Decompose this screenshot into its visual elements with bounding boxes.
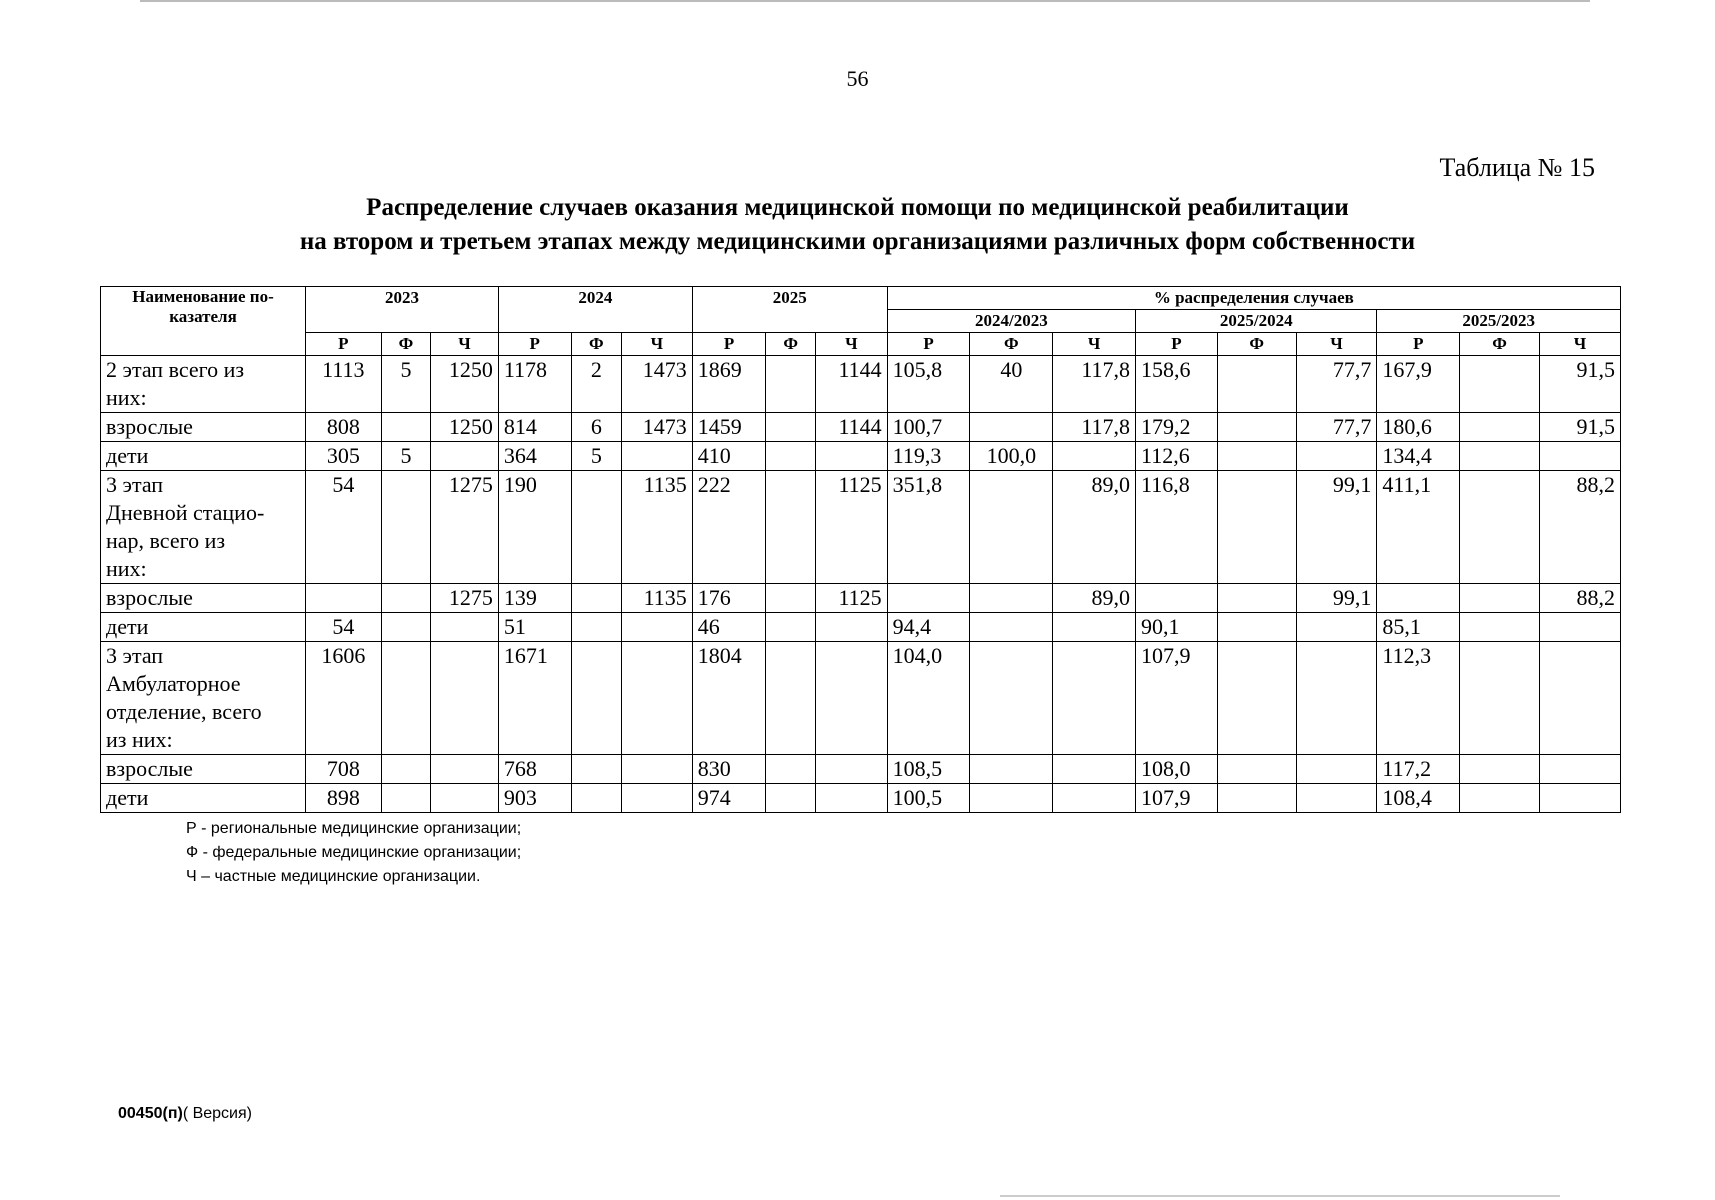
header-percent-distribution: % распределения случаев — [887, 287, 1620, 310]
sub-header-cell: Ф — [1460, 333, 1540, 356]
table-row — [101, 613, 1621, 642]
table-cell: 364 — [498, 442, 571, 471]
distribution-table — [100, 286, 1621, 813]
sub-header-cell: Р — [306, 333, 382, 356]
table-cell — [1053, 442, 1136, 471]
table-cell — [1539, 442, 1620, 471]
header-year-2024: 2024 — [498, 287, 692, 333]
row-label: взрослые — [101, 413, 306, 442]
table-cell: 708 — [306, 755, 382, 784]
table-cell: 2 — [571, 356, 621, 413]
table-cell — [571, 784, 621, 813]
table-cell: 1250 — [431, 413, 499, 442]
table-cell: 99,1 — [1296, 471, 1377, 584]
sub-header-cell: Ч — [622, 333, 693, 356]
table-cell: 89,0 — [1053, 584, 1136, 613]
table-cell — [1053, 642, 1136, 755]
top-edge-rule — [140, 0, 1590, 2]
table-cell — [766, 613, 815, 642]
table-row — [101, 784, 1621, 813]
table-row — [101, 413, 1621, 442]
sub-header-cell: Р — [887, 333, 970, 356]
table-cell: 1804 — [692, 642, 766, 755]
table-cell — [431, 613, 499, 642]
sub-header-cell: Р — [1377, 333, 1460, 356]
sub-header-cell: Ф — [970, 333, 1053, 356]
table-cell: 222 — [692, 471, 766, 584]
table-cell: 112,3 — [1377, 642, 1460, 755]
table-row — [101, 642, 1621, 755]
footer-code: 00450(п) — [118, 1105, 183, 1122]
table-cell — [1217, 413, 1296, 442]
sub-header-cell: Ф — [1217, 333, 1296, 356]
table-row — [101, 356, 1621, 413]
table-cell — [1460, 642, 1540, 755]
table-cell: 51 — [498, 613, 571, 642]
table-cell — [1539, 642, 1620, 755]
table-cell: 117,8 — [1053, 413, 1136, 442]
table-cell — [1217, 471, 1296, 584]
table-cell — [970, 613, 1053, 642]
table-cell: 117,2 — [1377, 755, 1460, 784]
table-caption: Таблица № 15 — [1439, 153, 1595, 182]
table-cell — [571, 642, 621, 755]
row-label: взрослые — [101, 584, 306, 613]
table-cell: 85,1 — [1377, 613, 1460, 642]
table-cell — [1217, 584, 1296, 613]
table-cell — [1377, 584, 1460, 613]
table-cell: 158,6 — [1136, 356, 1218, 413]
header-ratio-2025-2023: 2025/2023 — [1377, 310, 1621, 333]
table-cell: 100,7 — [887, 413, 970, 442]
table-cell — [381, 642, 430, 755]
table-cell: 107,9 — [1136, 642, 1218, 755]
table-cell — [1460, 356, 1540, 413]
table-cell: 903 — [498, 784, 571, 813]
table-cell — [887, 584, 970, 613]
table-cell: 105,8 — [887, 356, 970, 413]
table-cell: 1125 — [815, 471, 887, 584]
legend-notes — [186, 817, 521, 889]
table-cell: 100,5 — [887, 784, 970, 813]
table-cell — [622, 442, 693, 471]
header-ratio-2025-2024: 2025/2024 — [1136, 310, 1377, 333]
sub-header-cell: Ч — [1539, 333, 1620, 356]
row-label: дети — [101, 442, 306, 471]
table-cell: 134,4 — [1377, 442, 1460, 471]
row-label: 2 этап всего из них: — [101, 356, 306, 413]
table-cell — [1460, 413, 1540, 442]
table-cell — [766, 471, 815, 584]
table-cell — [622, 642, 693, 755]
table-cell — [1053, 613, 1136, 642]
table-cell: 1135 — [622, 471, 693, 584]
table-cell: 88,2 — [1539, 584, 1620, 613]
table-cell: 88,2 — [1539, 471, 1620, 584]
table-cell — [766, 442, 815, 471]
table-cell — [622, 613, 693, 642]
sub-header-cell: Ф — [381, 333, 430, 356]
table-cell: 77,7 — [1296, 413, 1377, 442]
table-cell: 77,7 — [1296, 356, 1377, 413]
table-row — [101, 471, 1621, 584]
table-cell: 139 — [498, 584, 571, 613]
row-label: 3 этап Амбулаторное отделение, всего из них: — [101, 642, 306, 755]
table-cell — [1217, 613, 1296, 642]
table-cell: 91,5 — [1539, 356, 1620, 413]
header-year-2023: 2023 — [306, 287, 499, 333]
footer-document-code — [118, 1105, 252, 1123]
header-indicator-name: Наименование по- казателя — [101, 287, 306, 356]
table-cell — [815, 642, 887, 755]
table-cell — [1539, 613, 1620, 642]
table-cell: 898 — [306, 784, 382, 813]
table-cell: 108,0 — [1136, 755, 1218, 784]
table-cell — [1460, 471, 1540, 584]
note-federal: Ф - федеральные медицинские организации; — [186, 844, 522, 861]
table-cell: 6 — [571, 413, 621, 442]
table-cell: 768 — [498, 755, 571, 784]
table-cell: 1459 — [692, 413, 766, 442]
table-cell — [1053, 784, 1136, 813]
table-cell: 1144 — [815, 356, 887, 413]
table-cell — [381, 784, 430, 813]
table-cell — [1460, 784, 1540, 813]
table-cell: 1606 — [306, 642, 382, 755]
bottom-edge-rule — [1000, 1195, 1560, 1197]
sub-header-cell: Ф — [571, 333, 621, 356]
row-label: 3 этап Дневной стацио- нар, всего из них: — [101, 471, 306, 584]
table-cell — [1217, 356, 1296, 413]
table-cell — [815, 784, 887, 813]
note-private: Ч – частные медицинские организации. — [186, 868, 481, 885]
table-cell: 40 — [970, 356, 1053, 413]
sub-header-row — [101, 333, 1621, 356]
table-cell — [1217, 784, 1296, 813]
table-cell: 54 — [306, 471, 382, 584]
table-cell: 1275 — [431, 584, 499, 613]
header-ratio-2024-2023: 2024/2023 — [887, 310, 1135, 333]
table-cell: 94,4 — [887, 613, 970, 642]
table-cell — [431, 755, 499, 784]
table-cell — [1217, 442, 1296, 471]
table-cell — [381, 613, 430, 642]
table-cell: 89,0 — [1053, 471, 1136, 584]
table-cell: 46 — [692, 613, 766, 642]
table-cell — [970, 471, 1053, 584]
table-cell — [1539, 784, 1620, 813]
table-cell — [431, 442, 499, 471]
table-cell — [1460, 584, 1540, 613]
table-cell — [1136, 584, 1218, 613]
table-cell — [766, 642, 815, 755]
table-cell — [1217, 755, 1296, 784]
table-cell — [815, 442, 887, 471]
table-row — [101, 755, 1621, 784]
table-cell: 119,3 — [887, 442, 970, 471]
table-cell: 112,6 — [1136, 442, 1218, 471]
table-cell — [970, 755, 1053, 784]
table-cell — [1296, 642, 1377, 755]
table-cell — [381, 413, 430, 442]
table-cell: 1135 — [622, 584, 693, 613]
row-label: дети — [101, 784, 306, 813]
table-cell: 305 — [306, 442, 382, 471]
table-cell — [1296, 613, 1377, 642]
table-cell: 190 — [498, 471, 571, 584]
table-cell: 351,8 — [887, 471, 970, 584]
table-cell: 108,4 — [1377, 784, 1460, 813]
table-cell: 179,2 — [1136, 413, 1218, 442]
table-cell — [766, 584, 815, 613]
table-cell: 108,5 — [887, 755, 970, 784]
table-cell — [1296, 784, 1377, 813]
table-cell: 808 — [306, 413, 382, 442]
table-cell — [1460, 613, 1540, 642]
table-cell — [1460, 755, 1540, 784]
table-cell: 1250 — [431, 356, 499, 413]
row-label: взрослые — [101, 755, 306, 784]
table-cell — [1460, 442, 1540, 471]
table-cell — [970, 784, 1053, 813]
table-cell: 1113 — [306, 356, 382, 413]
table-cell: 91,5 — [1539, 413, 1620, 442]
table-cell: 116,8 — [1136, 471, 1218, 584]
table-cell: 1125 — [815, 584, 887, 613]
table-cell — [970, 642, 1053, 755]
table-cell: 117,8 — [1053, 356, 1136, 413]
sub-header-cell: Р — [1136, 333, 1218, 356]
table-cell — [766, 784, 815, 813]
sub-header-cell: Р — [498, 333, 571, 356]
table-cell: 1178 — [498, 356, 571, 413]
sub-header-cell: Р — [692, 333, 766, 356]
row-label: дети — [101, 613, 306, 642]
table-cell — [431, 784, 499, 813]
page-number: 56 — [846, 66, 869, 91]
table-cell — [571, 755, 621, 784]
sub-header-cell: Ч — [815, 333, 887, 356]
table-cell: 1473 — [622, 356, 693, 413]
footer-version: ( Версия) — [182, 1105, 252, 1122]
table-cell: 410 — [692, 442, 766, 471]
table-cell: 54 — [306, 613, 382, 642]
table-cell — [571, 471, 621, 584]
table-cell: 100,0 — [970, 442, 1053, 471]
table-cell: 167,9 — [1377, 356, 1460, 413]
table-cell: 814 — [498, 413, 571, 442]
table-body — [101, 356, 1621, 813]
table-cell — [815, 613, 887, 642]
table-cell — [970, 584, 1053, 613]
document-title — [0, 191, 1715, 259]
table-cell: 176 — [692, 584, 766, 613]
table-cell — [381, 471, 430, 584]
table-cell — [306, 584, 382, 613]
table-row — [101, 584, 1621, 613]
table-cell — [1296, 442, 1377, 471]
sub-header-cell: Ф — [766, 333, 815, 356]
header-year-2025: 2025 — [692, 287, 887, 333]
title-line-1: Распределение случаев оказания медицинской помощи по медицинской реабилитации — [366, 194, 1349, 221]
table-cell — [1296, 755, 1377, 784]
sub-header-cell: Ч — [1296, 333, 1377, 356]
table-cell — [381, 755, 430, 784]
table-cell: 1473 — [622, 413, 693, 442]
table-cell — [766, 755, 815, 784]
table-cell — [766, 413, 815, 442]
table-cell — [766, 356, 815, 413]
table-cell — [622, 755, 693, 784]
table-cell: 974 — [692, 784, 766, 813]
table-cell: 180,6 — [1377, 413, 1460, 442]
title-line-2: на втором и третьем этапах между медицинскими организациями различных форм собственности — [299, 228, 1416, 255]
table-row — [101, 442, 1621, 471]
table-cell: 90,1 — [1136, 613, 1218, 642]
table-cell: 5 — [571, 442, 621, 471]
table-cell — [815, 755, 887, 784]
table-cell — [970, 413, 1053, 442]
table-cell: 104,0 — [887, 642, 970, 755]
table-cell: 411,1 — [1377, 471, 1460, 584]
table-cell: 1869 — [692, 356, 766, 413]
table-cell: 1275 — [431, 471, 499, 584]
table-cell: 1671 — [498, 642, 571, 755]
table-cell — [622, 784, 693, 813]
table-cell: 830 — [692, 755, 766, 784]
table-cell: 107,9 — [1136, 784, 1218, 813]
table-cell — [381, 584, 430, 613]
table-cell: 5 — [381, 442, 430, 471]
table-cell — [431, 642, 499, 755]
sub-header-cell: Ч — [431, 333, 499, 356]
table-cell — [571, 584, 621, 613]
table-cell — [571, 613, 621, 642]
table-cell — [1217, 642, 1296, 755]
table-cell — [1053, 755, 1136, 784]
table-cell: 5 — [381, 356, 430, 413]
sub-header-cell: Ч — [1053, 333, 1136, 356]
note-regional: Р - региональные медицинские организации; — [186, 820, 522, 837]
table-cell — [1539, 755, 1620, 784]
table-cell: 1144 — [815, 413, 887, 442]
table-cell: 99,1 — [1296, 584, 1377, 613]
